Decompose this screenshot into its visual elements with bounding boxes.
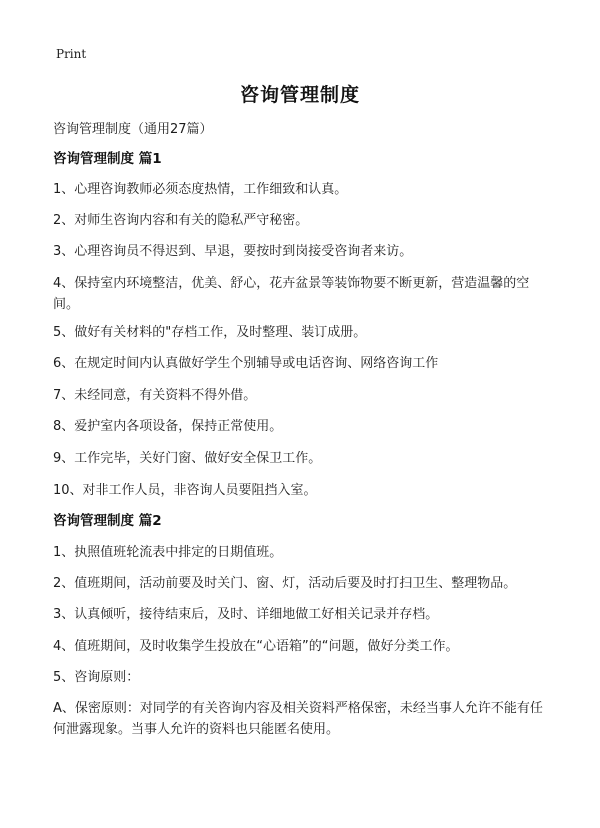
list-item: 2、对师生咨询内容和有关的隐私严守秘密。 — [53, 213, 309, 228]
list-item: 10、对非工作人员，非咨询人员要阻挡入室。 — [53, 483, 317, 498]
list-item: 1、执照值班轮流表中排定的日期值班。 — [53, 545, 283, 560]
list-item: 5、做好有关材料的"存档工作，及时整理、装订成册。 — [53, 325, 367, 340]
list-item: 3、认真倾听，接待结束后，及时、详细地做工好相关记录并存档。 — [53, 607, 439, 622]
document-subtitle: 咨询管理制度（通用27篇） — [53, 122, 213, 137]
list-item: 1、心理咨询教师必须态度热情，工作细致和认真。 — [53, 182, 348, 197]
list-item: 9、工作完毕，关好门窗、做好安全保卫工作。 — [53, 451, 322, 466]
list-item: 7、未经同意，有关资料不得外借。 — [53, 388, 257, 403]
page-title: 咨询管理制度 — [239, 84, 360, 106]
list-item: 4、保持室内环境整洁，优美、舒心，花卉盆景等装饰物要不断更新，营造温馨的空间。 — [53, 276, 530, 312]
list-item: 5、咨询原则： — [53, 670, 140, 685]
section-heading-1: 咨询管理制度 篇1 — [53, 151, 162, 167]
print-label: Print — [56, 47, 87, 61]
list-item: A、保密原则：对同学的有关咨询内容及相关资料严格保密，未经当事人允许不能有任何泄露现象。当事人允许的资料也只能匿名使用。 — [53, 701, 543, 737]
list-item: 8、爱护室内各项设备，保持正常使用。 — [53, 419, 283, 434]
list-item: 4、值班期间，及时收集学生投放在“心语箱”的“问题，做好分类工作。 — [53, 639, 459, 654]
list-item: 6、在规定时间内认真做好学生个别辅导或电话咨询、网络咨询工作 — [53, 356, 439, 371]
list-item: 3、心理咨询员不得迟到、早退，要按时到岗接受咨询者来访。 — [53, 244, 413, 259]
section-heading-2: 咨询管理制度 篇2 — [53, 513, 162, 529]
list-item: 2、值班期间，活动前要及时关门、窗、灯，活动后要及时打扫卫生、整理物品。 — [53, 576, 517, 591]
